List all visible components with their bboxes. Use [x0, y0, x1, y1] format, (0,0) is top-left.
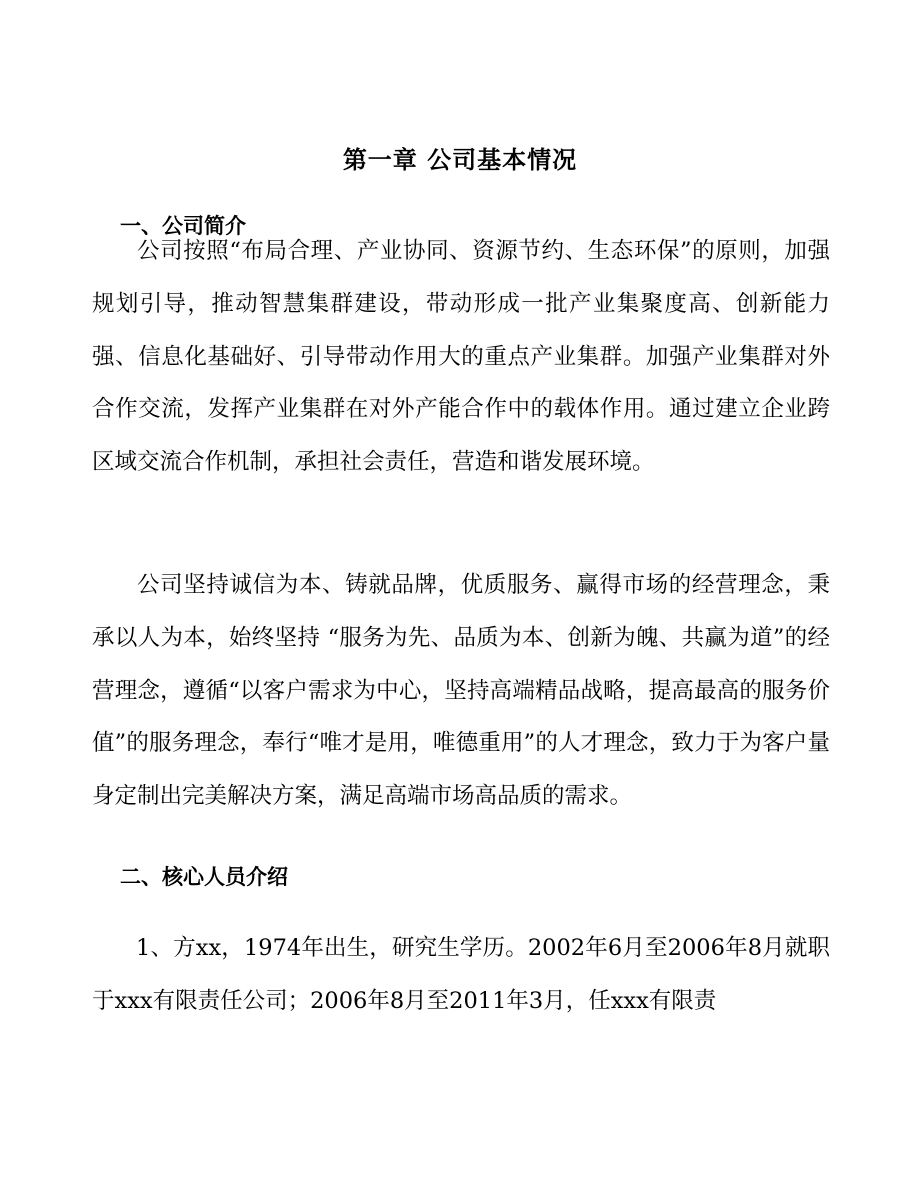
paragraph-company-philosophy: 公司坚持诚信为本、铸就品牌，优质服务、赢得市场的经营理念，秉承以人为本，始终坚持 “服务为先、品质为本、创新为魄、共赢为道”的经营理念，遵循“以客户需求为中心，坚持高端精品战略，提高最高的服务价值”的服务理念，奉行“唯才是用，唯德重用”的人才理念，致力于为客户量身定制出完美解决方案，满足高端市场高品质的需求。: [92, 572, 830, 810]
paragraph-company-principles: 公司按照“布局合理、产业协同、资源节约、生态环保”的原则，加强规划引导，推动智慧集群建设，带动形成一批产业集聚度高、创新能力强、信息化基础好、引导带动作用大的重点产业集群。加强产业集群对外合作交流，发挥产业集群在对外产能合作中的载体作用。通过建立企业跨区域交流合作机制，承担社会责任，营造和谐发展环境。: [92, 238, 830, 476]
section-heading-company-intro: 一、公司简介: [120, 214, 246, 238]
chapter-title: 第一章 公司基本情况: [342, 146, 578, 174]
section-heading-core-personnel: 二、核心人员介绍: [120, 865, 288, 889]
paragraph-personnel-bio: 1、方xx，1974年出生，研究生学历。2002年6月至2006年8月就职于xxx有限责任公司；2006年8月至2011年3月，任xxx有限责: [92, 935, 830, 1014]
